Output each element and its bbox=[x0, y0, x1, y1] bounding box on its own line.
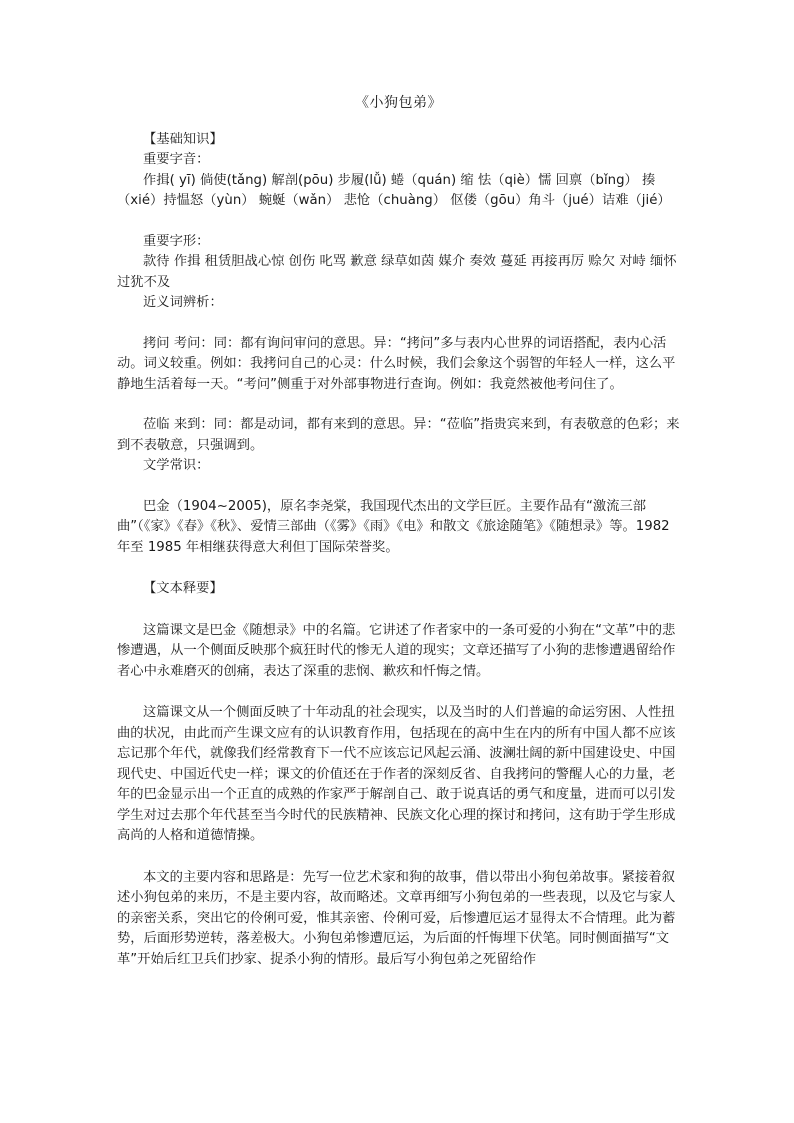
synonym-item-lilin: 莅临 来到：同：都是动词，都有来到的意思。异：“莅临”指贵宾来到，有表敬意的色彩；来到不表敬意，只强调到。 bbox=[117, 417, 680, 453]
spacer bbox=[117, 212, 680, 232]
glyphs-text: 款待 作揖 租赁胆战心惊 创伤 叱骂 歉意 绿草如茵 媒介 奏效 蔓延 再接再厉 赊欠 对峙 缅怀 过犹不及 bbox=[117, 254, 677, 290]
spacer bbox=[117, 395, 680, 415]
interpretation-paragraph-1: 这篇课文是巴金《随想录》中的名篇。它讲述了作者家中的一条可爱的小狗在“文革”中的悲惨遭遇，从一个侧面反映那个疯狂时代的惨无人道的现实；文章还描写了小狗的悲惨遭遇留给作者心中永难磨灭的创痛，表达了深重的悲悯、歉疚和忏悔之情。 bbox=[117, 622, 676, 679]
section-heading-basic: 【基础知识】 bbox=[143, 131, 223, 147]
spacer bbox=[117, 314, 680, 334]
pronunciation-text: 作揖( yī) 倘使(tǎng) 解剖(pōu) 步履(lǚ) 蜷（quán) 缩 怯（qiè）懦 回禀（bǐng） 揍（xié）持愠怒（yùn） 蜿蜒（wǎn） 悲怆（chuàng） 伛偻（gōu）角斗（jué）诘难（jié） bbox=[117, 172, 671, 208]
interpretation-paragraph-2: 这篇课文从一个侧面反映了十年动乱的社会现实，以及当时的人们普遍的命运穷困、人性扭曲的状况，由此而产生课文应有的认识教育作用，包括现在的高中生在内的所有中国人都不应该忘记那个年代，就像我们经常教育下一代不应该忘记风起云涌、波澜壮阔的新中国建设史、中国现代史、中国近代史一样；课文的价值还在于作者的深刻反省、自我拷问的警醒人心的力量，老年的巴金显示出一个正直的成熟的作家严于解剖自己、敢于说真话的勇气和度量，进而可以引发学生对过去那个年代甚至当今时代的民族精神、民族文化心理的探讨和拷问，这有助于学生形成高尚的人格和道德情操。 bbox=[117, 705, 676, 843]
spacer bbox=[117, 558, 680, 579]
interpretation-paragraph-3: 本文的主要内容和思路是：先写一位艺术家和狗的故事，借以带出小狗包弟故事。紧接着叙述小狗包弟的来历，不是主要内容，故而略述。文章再细写小狗包弟的一些表现，以及它与家人的亲密关系，突出它的伶俐可爱，惟其亲密、伶俐可爱，后惨遭厄运才显得太不合情理。此为蓄势，后面形势逆转，落差极大。小狗包弟惨遭厄运，为后面的忏悔埋下伏笔。同时侧面描写“文革”开始后红卫兵们抄家、捉杀小狗的情形。最后写小狗包弟之死留给作 bbox=[117, 869, 676, 967]
spacer bbox=[117, 600, 680, 621]
literature-text: 巴金（1904~2005)，原名李尧棠，我国现代杰出的文学巨匠。主要作品有“激流三部曲”（《家》《春》《秋》、爱情三部曲（《雾》《雨》《电》和散文《旅途随笔》《随想录》等。1982 年至 1985 年相继获得意大利但丁国际荣誉奖。 bbox=[117, 498, 670, 555]
document-page bbox=[117, 93, 680, 970]
section-heading-interpretation: 【文本释要】 bbox=[143, 581, 223, 596]
spacer bbox=[117, 847, 680, 868]
spacer bbox=[117, 477, 680, 497]
page-title: 《小狗包弟》 bbox=[355, 95, 442, 111]
pronunciation-label: 重要字音： bbox=[143, 152, 210, 167]
literature-label: 文学常识： bbox=[143, 458, 210, 473]
synonyms-label: 近义词辨析： bbox=[143, 295, 223, 310]
synonym-item-kaowen: 拷问 考问：同：都有询问审问的意思。异：“拷问”多与表内心世界的词语搭配，表内心活动。词义较重。例如：我拷问自己的心灵：什么时候，我们会象这个弱智的年轻人一样，这么平静地生活着每一天。“考问”侧重于对外部事物进行查询。例如：我竟然被他考问住了。 bbox=[117, 335, 676, 392]
glyphs-label: 重要字形： bbox=[143, 233, 210, 249]
spacer bbox=[117, 682, 680, 703]
